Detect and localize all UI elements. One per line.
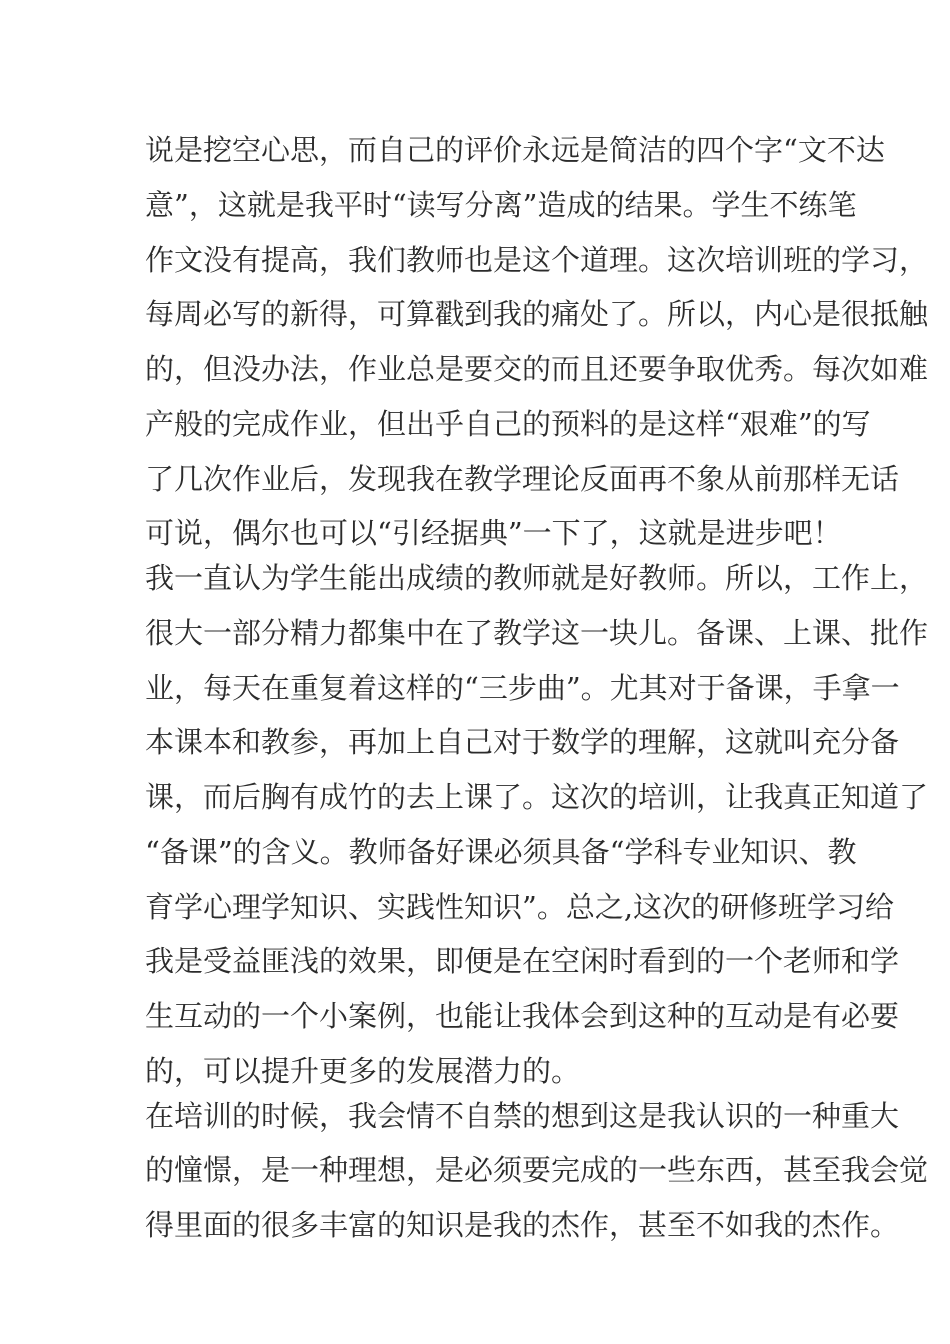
text-line: 得里面的很多丰富的知识是我的杰作，甚至不如我的杰作。 <box>145 1208 900 1242</box>
text-line: 本课本和教参，再加上自己对于数学的理解，这就叫充分备 <box>145 725 900 759</box>
text-line: 课，而后胸有成竹的去上课了。这次的培训，让我真正知道了 <box>145 780 929 814</box>
text-line: 了几次作业后，发现我在教学理论反面再不象从前那样无话 <box>145 462 900 496</box>
text-line: 生互动的一个小案例，也能让我体会到这种的互动是有必要 <box>145 999 900 1033</box>
text-line: “备课”的含义。教师备好课必须具备“学科专业知识、教 <box>145 835 857 869</box>
text-line: 很大一部分精力都集中在了教学这一块儿。备课、上课、批作 <box>145 616 929 650</box>
text-line: 每周必写的新得，可算戳到我的痛处了。所以，内心是很抵触 <box>145 297 929 331</box>
text-line: 产般的完成作业，但出乎自己的预料的是这样“艰难”的写 <box>145 407 871 441</box>
text-line: 意”，这就是我平时“读写分离”造成的结果。学生不练笔 <box>145 188 857 222</box>
text-line: 的，但没办法，作业总是要交的而且还要争取优秀。每次如难 <box>145 352 929 386</box>
text-line: 我是受益匪浅的效果，即便是在空闲时看到的一个老师和学 <box>145 944 900 978</box>
text-line: 作文没有提高，我们教师也是这个道理。这次培训班的学习， <box>145 243 929 277</box>
text-line: 说是挖空心思，而自己的评价永远是简洁的四个字“文不达 <box>145 133 885 167</box>
text-line: 可说，偶尔也可以“引经据典”一下了，这就是进步吧！ <box>145 516 842 550</box>
text-line: 育学心理学知识、实践性知识”。总之,这次的研修班学习给 <box>145 890 895 924</box>
text-line: 的，可以提升更多的发展潜力的。 <box>145 1054 581 1088</box>
text-line: 在培训的时候，我会情不自禁的想到这是我认识的一种重大 <box>145 1099 900 1133</box>
text-line: 的憧憬，是一种理想，是必须要完成的一些东西，甚至我会觉 <box>145 1153 929 1187</box>
text-line: 我一直认为学生能出成绩的教师就是好教师。所以，工作上， <box>145 561 929 595</box>
text-line: 业，每天在重复着这样的“三步曲”。尤其对于备课，手拿一 <box>145 671 900 705</box>
